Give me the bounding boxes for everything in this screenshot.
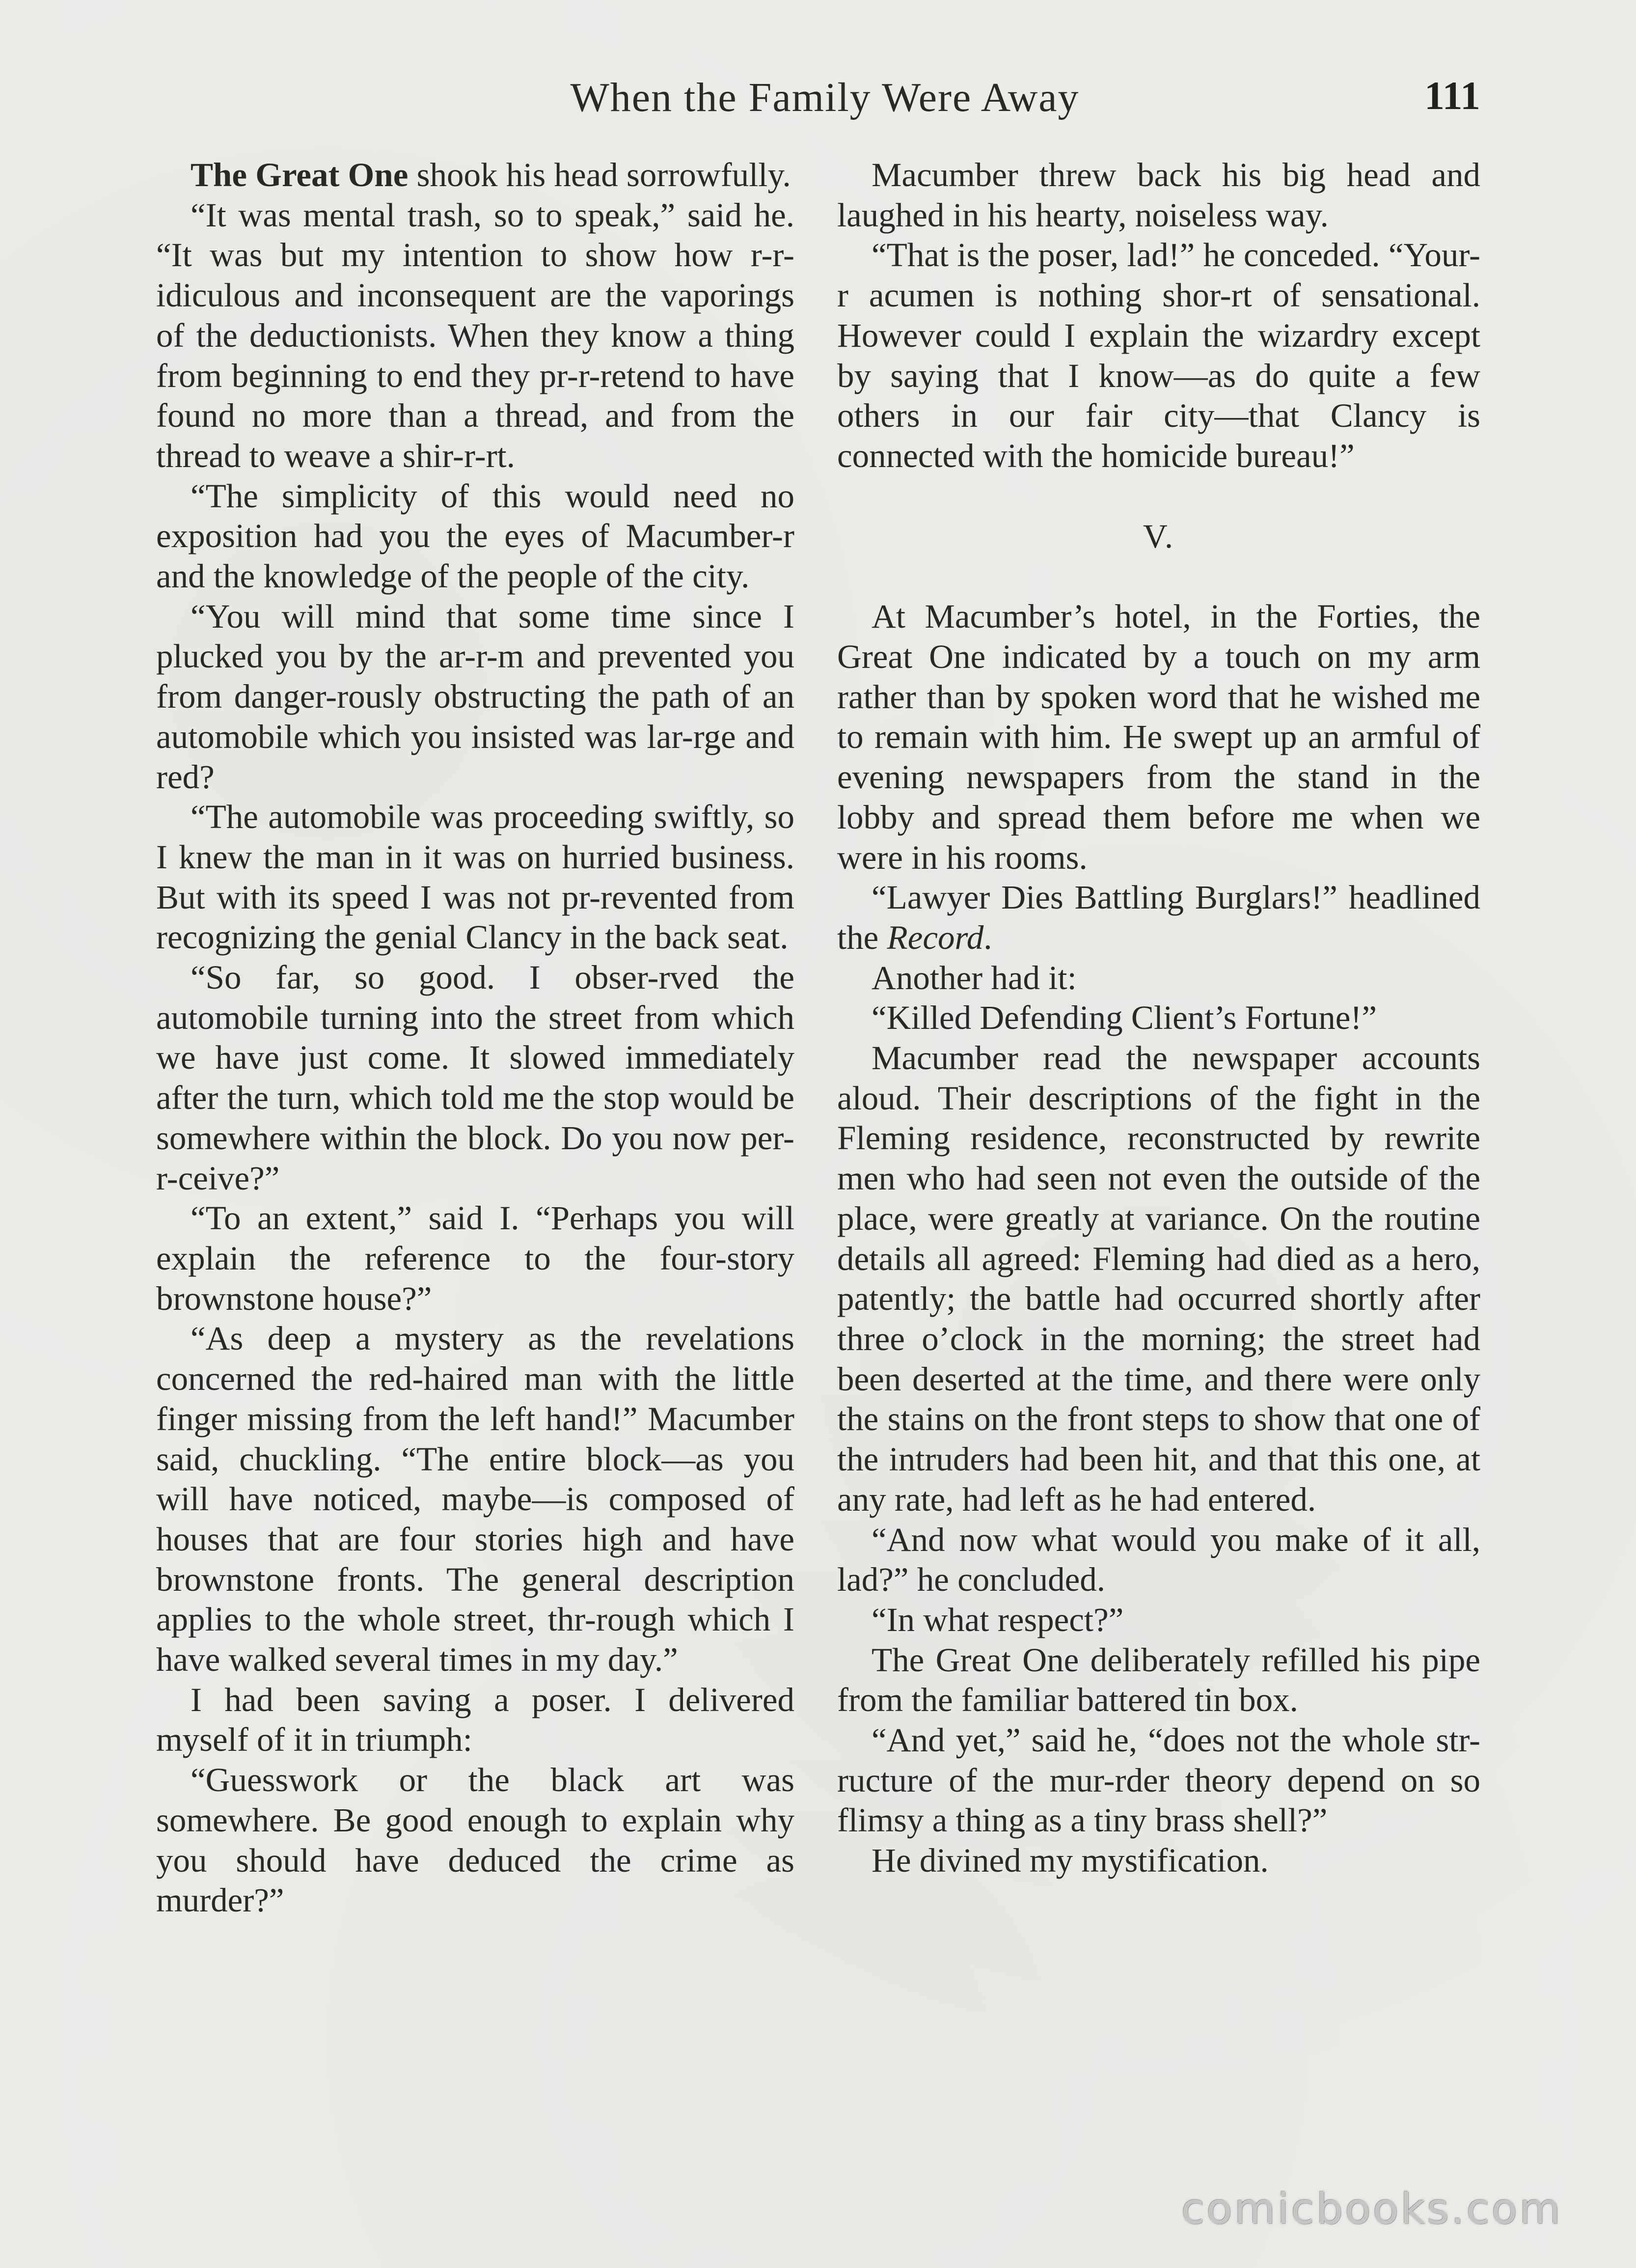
section-heading: V. xyxy=(1143,517,1175,555)
paragraph: “You will mind that some time since I plucked you by the ar-r-m and prevented you from danger-rously obstructing the path of an automobile which you insisted was lar-rge and red? xyxy=(156,597,794,796)
paragraph: Macumber threw back his big head and laughed in his hearty, noiseless way. xyxy=(837,156,1480,234)
paragraph: The Great One deliberately refilled his pipe from the familiar battered tin box. xyxy=(837,1641,1480,1719)
paragraph: “To an extent,” said I. “Perhaps you will explain the reference to the four-story brownstone house?” xyxy=(156,1199,794,1317)
page-number: 111 xyxy=(1424,73,1480,118)
paragraph: He divined my mystification. xyxy=(872,1842,1269,1880)
paragraph: I had been saving a poser. I delivered myself of it in triumph: xyxy=(156,1681,794,1759)
paragraph: “So far, so good. I obser-rved the automobile turning into the street from which we have just come. It slowed immediately after the turn, which told me the stop would be somewhere within the block. Do you now per-r-ceive?” xyxy=(156,959,794,1197)
paragraph: “And yet,” said he, “does not the whole str-ructure of the mur-rder theory depend on so flimsy a thing as a tiny brass shell?” xyxy=(837,1721,1480,1839)
paragraph xyxy=(156,155,794,195)
paragraph: At Macumber’s hotel, in the Forties, the Great One indicated by a touch on my arm rather than by spoken word that he wished me to remain with him. He swept up an armful of evening newspapers from the stand in the lobby and spread them before me when we were in his rooms. xyxy=(837,598,1480,876)
paragraph: Another had it: xyxy=(872,959,1077,996)
paragraph: “In what respect?” xyxy=(872,1601,1124,1638)
paragraph-text: shook his head sorrowfully. xyxy=(408,156,791,194)
watermark: comicbooks.com xyxy=(1181,2185,1562,2234)
paragraph: “The automobile was proceeding swiftly, so I knew the man in it was on hurried business. But with its speed I was not pr-revented from recognizing the genial Clancy in the back seat. xyxy=(156,798,794,956)
left-column xyxy=(156,155,794,1921)
paragraph: Macumber read the newspaper accounts aloud. Their descriptions of the fight in the Fleming residence, reconstructed by rewrite men who had seen not even the outside of the place, were greatly at variance. On the routine details all agreed: Fleming had died as a hero, patently; the battle had occurred shortly after three o’clock in the morning; the street had been deserted at the time, and there were only the stains on the front steps to show that one of the intruders had been hit, and that this one, at any rate, had left as he had entered. xyxy=(837,1039,1480,1518)
paragraph-text: . xyxy=(983,918,992,956)
paragraph: “And now what would you make of it all, lad?” he concluded. xyxy=(837,1521,1480,1599)
newspaper-name: Record xyxy=(887,918,984,956)
bold-lead: The Great One xyxy=(191,156,409,194)
paragraph: “Killed Defending Client’s Fortune!” xyxy=(872,999,1377,1037)
paragraph: “As deep a mystery as the revelations concerned the red-haired man with the little finger missing from the left hand!” Macumber said, chuckling. “The entire block—as you will have noticed, maybe—is composed of houses that are four stories high and have brownstone fronts. The general description applies to the whole street, thr-rough which I have walked several times in my day.” xyxy=(156,1320,794,1679)
running-title: When the Family Were Away xyxy=(570,75,1080,120)
right-column xyxy=(837,155,1480,1881)
paragraph: “The simplicity of this would need no exposition had you the eyes of Macumber-r and the knowledge of the people of the city. xyxy=(156,477,794,595)
paragraph: “It was mental trash, so to speak,” said he. “It was but my intention to show how r-r-idiculous and inconsequent are the vaporings of the deductionists. When they know a thing from beginning to end they pr-r-retend to have found no more than a thread, and from the thread to weave a shir-r-rt. xyxy=(156,196,794,474)
paragraph xyxy=(837,878,1480,958)
paragraph: “Guesswork or the black art was somewhere. Be good enough to explain why you should have deduced the crime as murder?” xyxy=(156,1761,794,1919)
paragraph: “That is the poser, lad!” he conceded. “Your-r acumen is nothing shor-rt of sensational. However could I explain the wizardry except by saying that I know—as do quite a few others in our fair city—that Clancy is connected with the homicide bureau!” xyxy=(837,236,1480,474)
paragraph-text: “Lawyer Dies Battling Burglars!” headlined the xyxy=(837,879,1480,956)
